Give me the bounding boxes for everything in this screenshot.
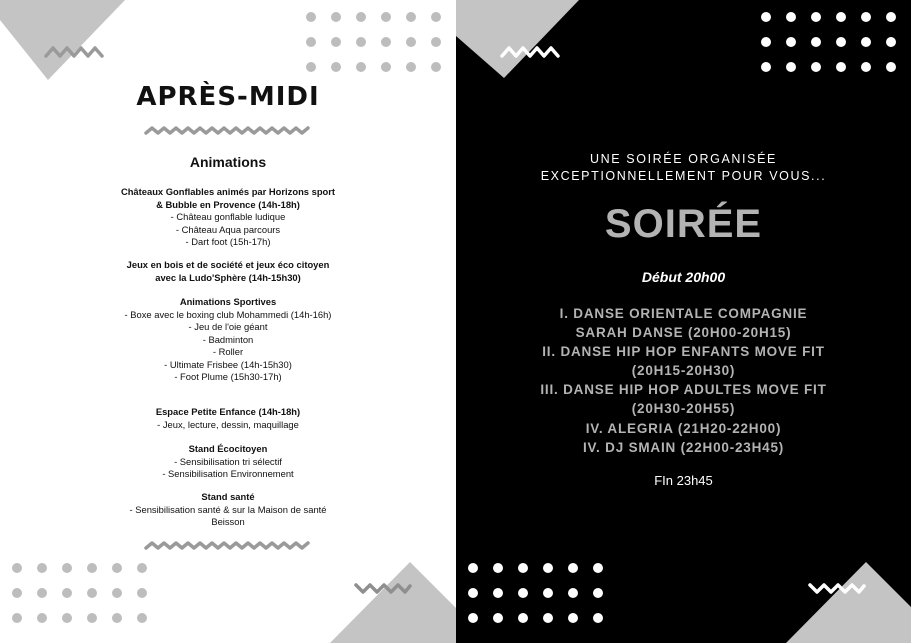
list-item: - Château gonflable ludique xyxy=(170,211,286,222)
list-item: - Château Aqua parcours xyxy=(175,223,281,235)
dot-decoration xyxy=(568,563,578,573)
evening-panel xyxy=(456,0,911,643)
dot-decoration xyxy=(836,62,846,72)
dot-decoration xyxy=(761,62,771,72)
bottom-zigzag-divider xyxy=(144,539,310,553)
dot-decoration xyxy=(87,563,97,573)
dot-decoration xyxy=(87,588,97,598)
dot-decoration xyxy=(137,563,147,573)
start-time: Début 20h00 xyxy=(641,269,726,285)
program-line: IV. DJ SMAIN (22H00-23H45) xyxy=(582,439,785,455)
dot-decoration xyxy=(137,588,147,598)
dot-decoration xyxy=(568,588,578,598)
bottom-right-grey-triangle-decoration xyxy=(786,560,911,643)
dot-decoration xyxy=(593,588,603,598)
dot-decoration xyxy=(12,613,22,623)
section-head: Animations Sportives xyxy=(179,296,277,307)
section-chateaux xyxy=(120,186,336,249)
section-sportives xyxy=(120,296,336,384)
dot-decoration xyxy=(62,588,72,598)
dot-decoration xyxy=(37,613,47,623)
section-petite-enfance xyxy=(120,406,336,431)
end-time: FIn 23h45 xyxy=(654,473,713,488)
dot-decoration xyxy=(356,12,366,22)
list-item: - Jeux, lecture, dessin, maquillage xyxy=(157,418,299,430)
kicker-line-1: UNE SOIRÉE ORGANISÉE xyxy=(590,152,777,166)
list-item: - Sensibilisation santé & sur la Maison de santé Beisson xyxy=(129,503,327,527)
dot-decoration xyxy=(786,12,796,22)
dot-decoration xyxy=(811,37,821,47)
program-line: I. DANSE ORIENTALE COMPAGNIE xyxy=(559,306,808,321)
dot-decoration xyxy=(861,12,871,22)
program-line: (20H15-20H30) xyxy=(631,363,736,379)
dot-decoration xyxy=(861,62,871,72)
bottom-right-triangle-decoration xyxy=(330,560,456,643)
dot-decoration xyxy=(761,37,771,47)
dot-decoration xyxy=(811,62,821,72)
dot-decoration xyxy=(431,37,441,47)
dot-decoration xyxy=(406,62,416,72)
list-item: - Sensibilisation Environnement xyxy=(162,468,294,479)
dot-decoration xyxy=(306,62,316,72)
program-line: (20H30-20H55) xyxy=(631,401,736,417)
list-item: - Ultimate Frisbee (14h-15h30) xyxy=(164,358,292,370)
dot-decoration xyxy=(493,588,503,598)
list-item: - Jeu de l'oie géant xyxy=(188,321,268,332)
dot-decoration xyxy=(406,37,416,47)
dot-decoration xyxy=(381,37,391,47)
list-item: - Badminton xyxy=(202,333,254,345)
dot-decoration xyxy=(431,62,441,72)
dot-decoration xyxy=(12,588,22,598)
dot-decoration xyxy=(811,12,821,22)
dot-decoration xyxy=(786,37,796,47)
dot-decoration xyxy=(356,37,366,47)
dot-decoration xyxy=(331,12,341,22)
program-list xyxy=(456,304,911,457)
bottom-right-white-zigzag-decoration xyxy=(808,580,866,596)
section-head: Châteaux Gonflables animés par Horizons sport & Bubble en Provence (14h-18h) xyxy=(120,186,336,210)
dot-decoration xyxy=(886,62,896,72)
dot-decoration xyxy=(468,563,478,573)
dot-decoration xyxy=(493,613,503,623)
dot-decoration xyxy=(493,563,503,573)
title-underline-zigzag xyxy=(144,124,310,138)
dot-decoration xyxy=(381,12,391,22)
top-left-white-zigzag-decoration xyxy=(500,44,560,60)
dot-decoration xyxy=(37,588,47,598)
dot-decoration xyxy=(886,12,896,22)
list-item: - Dart foot (15h-17h) xyxy=(185,236,271,247)
dot-decoration xyxy=(761,12,771,22)
dot-decoration xyxy=(87,613,97,623)
dot-decoration xyxy=(112,588,122,598)
afternoon-title: APRÈS-MIDI xyxy=(136,82,320,112)
kicker-line-2: EXCEPTIONNELLEMENT POUR VOUS... xyxy=(540,169,827,183)
top-left-grey-triangle-decoration xyxy=(456,0,581,80)
program-line: IV. ALEGRIA (21H20-22H00) xyxy=(585,420,782,436)
program-line: II. DANSE HIP HOP ENFANTS MOVE FIT xyxy=(542,344,825,360)
section-jeux xyxy=(120,259,336,284)
section-sante xyxy=(120,491,336,529)
dot-decoration xyxy=(331,62,341,72)
dot-decoration xyxy=(518,563,528,573)
dot-decoration xyxy=(543,563,553,573)
section-head: Jeux en bois et de société et jeux éco citoyen avec la Ludo'Sphère (14h-15h30) xyxy=(126,259,330,283)
section-ecocitoyen xyxy=(120,443,336,481)
dot-decoration xyxy=(331,37,341,47)
dot-decoration xyxy=(381,62,391,72)
dot-decoration xyxy=(431,12,441,22)
bottom-left-white-dots-grid xyxy=(468,563,603,623)
top-left-triangle-decoration xyxy=(0,0,130,80)
animations-heading: Animations xyxy=(189,154,267,170)
dot-decoration xyxy=(62,563,72,573)
dot-decoration xyxy=(468,613,478,623)
dot-decoration xyxy=(568,613,578,623)
top-left-zigzag-decoration xyxy=(44,44,104,60)
dot-decoration xyxy=(593,563,603,573)
dot-decoration xyxy=(518,613,528,623)
list-item: - Roller xyxy=(212,346,244,357)
bottom-right-zigzag-decoration xyxy=(354,580,412,596)
dot-decoration xyxy=(37,563,47,573)
list-item: - Sensibilisation tri sélectif xyxy=(174,455,282,467)
evening-kicker xyxy=(456,151,911,185)
dot-decoration xyxy=(112,613,122,623)
dot-decoration xyxy=(543,613,553,623)
dot-decoration xyxy=(861,37,871,47)
top-dots-grid xyxy=(306,12,441,72)
list-item: - Foot Plume (15h30-17h) xyxy=(174,371,282,382)
dot-decoration xyxy=(593,613,603,623)
dot-decoration xyxy=(356,62,366,72)
dot-decoration xyxy=(786,62,796,72)
section-head: Stand santé xyxy=(201,491,255,502)
dot-decoration xyxy=(112,563,122,573)
dot-decoration xyxy=(406,12,416,22)
dot-decoration xyxy=(137,613,147,623)
dot-decoration xyxy=(306,12,316,22)
dot-decoration xyxy=(836,12,846,22)
dot-decoration xyxy=(62,613,72,623)
list-item: - Boxe avec le boxing club Mohammedi (14h-16h) xyxy=(124,308,332,320)
bottom-left-dots-grid xyxy=(12,563,147,623)
dot-decoration xyxy=(836,37,846,47)
program-line: III. DANSE HIP HOP ADULTES MOVE FIT xyxy=(540,382,827,398)
section-head: Espace Petite Enfance (14h-18h) xyxy=(155,406,301,417)
program-line: SARAH DANSE (20H00-20H15) xyxy=(575,325,792,341)
section-head: Stand Écocitoyen xyxy=(188,443,268,454)
top-right-dots-grid xyxy=(761,12,896,72)
evening-title: SOIRÉE xyxy=(604,202,763,246)
dot-decoration xyxy=(12,563,22,573)
dot-decoration xyxy=(518,588,528,598)
dot-decoration xyxy=(543,588,553,598)
dot-decoration xyxy=(306,37,316,47)
dot-decoration xyxy=(468,588,478,598)
dot-decoration xyxy=(886,37,896,47)
